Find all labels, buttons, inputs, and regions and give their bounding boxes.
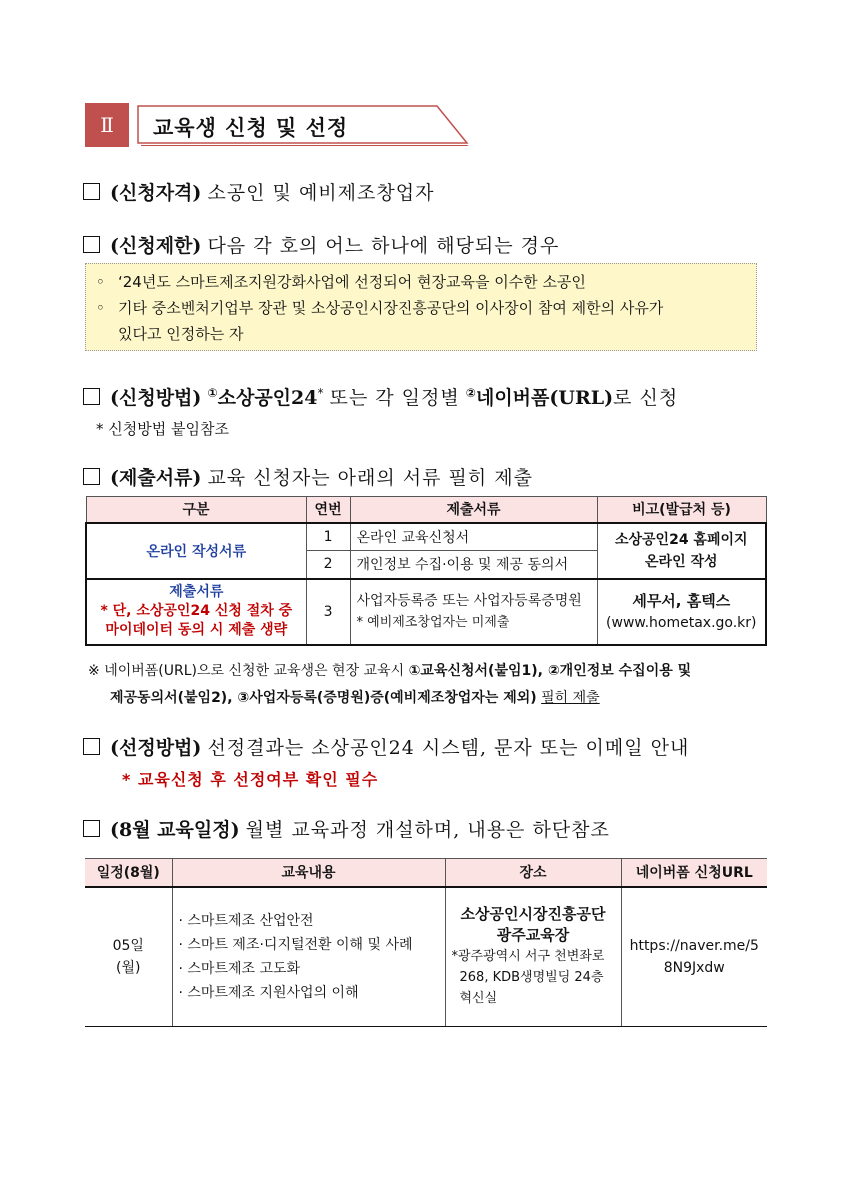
table-header: 구분 — [86, 497, 306, 523]
place-address: 268, KDB생명빌딩 24층 — [459, 970, 604, 986]
submit-category: 제출서류 — [169, 584, 224, 600]
table-header: 제출서류 — [350, 497, 597, 523]
schedule-date — [85, 887, 172, 1027]
document-name: 온라인 교육신청서 — [350, 523, 597, 551]
schedule-place — [445, 887, 621, 1027]
checkbox-icon — [83, 820, 100, 837]
table-header: 일정(8월) — [85, 859, 172, 887]
table-row — [86, 579, 766, 645]
method-star: * — [317, 386, 324, 400]
footnote-underline: 필히 제출 — [541, 690, 600, 706]
submit-note-cell — [597, 579, 766, 645]
table-header: 연번 — [306, 497, 350, 523]
submit-sub-line: * 단, 소상공인24 신청 절차 중 — [100, 603, 293, 619]
url-line[interactable]: 8N9Jxdw — [663, 959, 725, 976]
checkbox-icon — [83, 468, 100, 485]
method-label: (신청방법) — [110, 387, 202, 409]
date-day: 05일 — [112, 937, 144, 954]
documents-label: (제출서류) — [110, 467, 202, 489]
place-address: 혁신실 — [459, 991, 498, 1007]
selection-row — [83, 733, 689, 760]
checkbox-icon — [83, 236, 100, 253]
submit-sub-line: 마이데이터 동의 시 제출 생략 — [105, 622, 288, 638]
table-header: 장소 — [445, 859, 621, 887]
restriction-item: ◦ ‘24년도 스마트제조지원강화사업에 선정되어 현장교육을 이수한 소공인 — [96, 269, 746, 295]
submit-doc-line: 사업자등록증 또는 사업자등록증명원 — [356, 592, 582, 609]
online-note-line: 소상공인24 홈페이지 — [614, 531, 748, 548]
method-note: * 신청방법 붙임참조 — [96, 420, 229, 438]
section-number: Ⅱ — [85, 103, 129, 147]
reference-mark: ※ — [88, 663, 100, 679]
checkbox-icon — [83, 183, 100, 200]
submit-doc-cell — [350, 579, 597, 645]
row-number: 2 — [306, 551, 350, 579]
table-header: 비고(발급처 등) — [597, 497, 766, 523]
footnote-bold: 제공동의서(붙임2), ③사업자등록(증명원)증(예비제조창업자는 제외) — [110, 690, 537, 706]
content-item: · 스마트 제조·디지털전환 이해 및 사례 — [178, 936, 413, 953]
selection-warning: * 교육신청 후 선정여부 확인 필수 — [122, 770, 379, 789]
online-category: 온라인 작성서류 — [86, 523, 306, 579]
footnote-bold: ①교육신청서(붙임1), ②개인정보 수집이용 및 — [408, 663, 692, 679]
section-title-box — [137, 105, 467, 145]
submit-note-line: (www.hometax.go.kr) — [606, 614, 757, 631]
place-address: *광주광역시 서구 천변좌로 — [451, 949, 605, 965]
section-header — [85, 103, 470, 147]
method-option2: 네이버폼(URL) — [475, 387, 614, 409]
restriction-item-continued: 있다고 인정하는 자 — [118, 325, 244, 343]
table-header-row — [85, 859, 767, 887]
schedule-table — [85, 858, 767, 1027]
submit-doc-line: * 예비제조창업자는 미제출 — [356, 614, 510, 630]
submit-note-line: 세무서, 홈텍스 — [632, 591, 731, 610]
submit-category-cell — [86, 579, 306, 645]
documents-table — [85, 496, 767, 646]
content-item: · 스마트제조 산업안전 — [178, 912, 314, 929]
restriction-row — [83, 231, 559, 258]
method-num1: ① — [207, 386, 218, 400]
schedule-url[interactable] — [621, 887, 767, 1027]
method-option1: 소상공인24 — [217, 387, 318, 409]
online-note — [597, 523, 766, 579]
section-title: 교육생 신청 및 선정 — [153, 116, 349, 140]
document-name: 개인정보 수집·이용 및 제공 동의서 — [350, 551, 597, 579]
restriction-item: ◦ 기타 중소벤처기업부 장관 및 소상공인시장진흥공단의 이사장이 참여 제한의 사유가 — [96, 295, 746, 321]
method-num2: ② — [465, 386, 476, 400]
table-row — [86, 523, 766, 551]
selection-text: 선정결과는 소상공인24 시스템, 문자 또는 이메일 안내 — [207, 737, 690, 759]
footnote-text: 네이버폼(URL)으로 신청한 교육생은 현장 교육시 — [104, 663, 405, 679]
online-note-line: 온라인 작성 — [645, 553, 718, 570]
date-weekday: (월) — [116, 959, 141, 976]
row-number: 1 — [306, 523, 350, 551]
schedule-row — [83, 815, 610, 842]
row-number: 3 — [306, 579, 350, 645]
documents-row — [83, 463, 533, 490]
table-header: 네이버폼 신청URL — [621, 859, 767, 887]
restriction-text: 다음 각 호의 어느 하나에 해당되는 경우 — [207, 235, 560, 257]
url-line[interactable]: https://naver.me/5 — [629, 937, 759, 954]
method-row — [83, 383, 678, 410]
schedule-label: (8월 교육일정) — [110, 819, 240, 841]
method-end: 로 신청 — [613, 387, 679, 409]
checkbox-icon — [83, 388, 100, 405]
content-item: · 스마트제조 고도화 — [178, 960, 301, 977]
schedule-contents — [172, 887, 445, 1027]
content-item: · 스마트제조 지원사업의 이해 — [178, 984, 359, 1001]
selection-label: (선정방법) — [110, 737, 202, 759]
restriction-label: (신청제한) — [110, 235, 202, 257]
eligibility-row — [83, 178, 434, 205]
method-mid: 또는 각 일정별 — [329, 387, 460, 409]
place-title: 소상공인시장진흥공단 — [460, 905, 606, 924]
footnote — [88, 658, 778, 712]
table-header: 교육내용 — [172, 859, 445, 887]
checkbox-icon — [83, 738, 100, 755]
eligibility-text: 소공인 및 예비제조창업자 — [207, 182, 435, 204]
place-title: 광주교육장 — [496, 926, 570, 945]
table-row — [85, 887, 767, 1027]
table-header-row — [86, 497, 766, 523]
eligibility-label: (신청자격) — [110, 182, 202, 204]
schedule-text: 월별 교육과정 개설하며, 내용은 하단참조 — [245, 819, 610, 841]
restriction-note-box — [85, 263, 757, 351]
documents-text: 교육 신청자는 아래의 서류 필히 제출 — [207, 467, 533, 489]
